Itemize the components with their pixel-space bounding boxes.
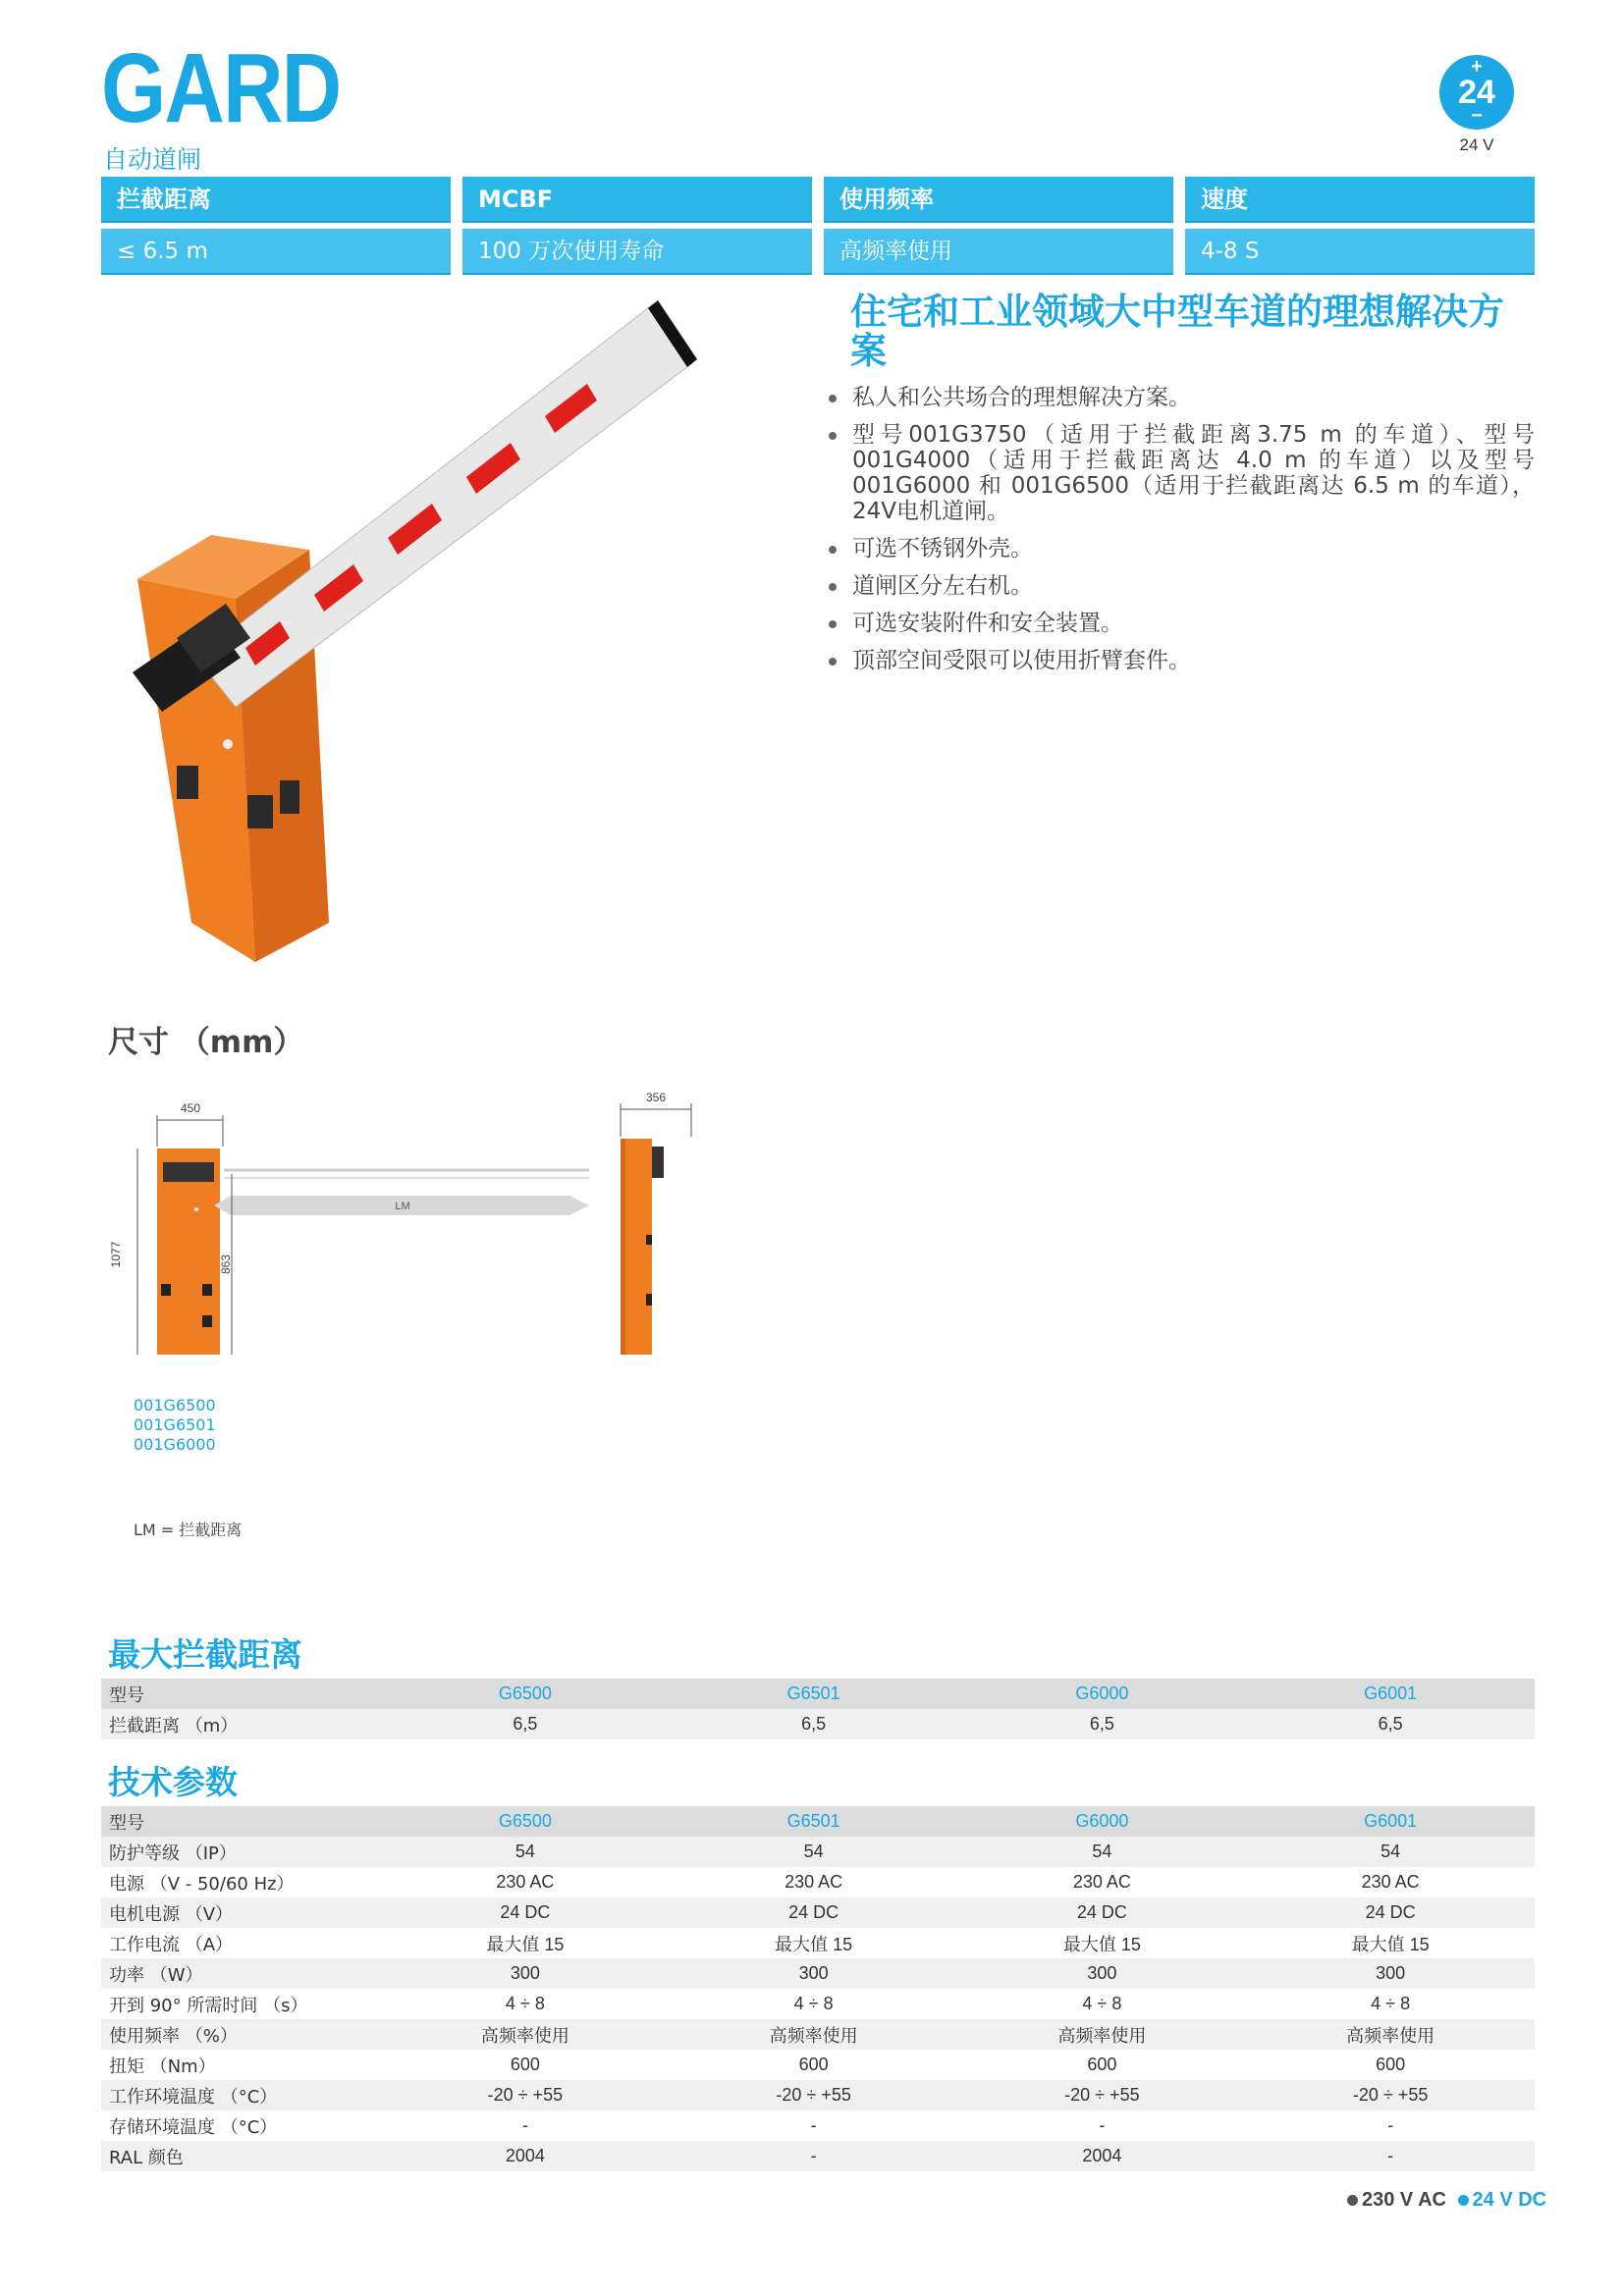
table-row: 工作环境温度 （°C） -20 ÷ +55 -20 ÷ +55 -20 ÷ +55 -20 ÷ +55: [101, 2080, 1535, 2110]
table-row: RAL 颜色 2004 - 2004 -: [101, 2141, 1535, 2171]
table-row: 存储环境温度 （°C） - - - -: [109, 2115, 1394, 2138]
product-subtitle: 自动道闸: [103, 145, 202, 174]
side-port: [646, 1235, 652, 1245]
table-row: 扭矩 （Nm） 600 600 600 600: [109, 2055, 1406, 2077]
cabinet-port: [280, 780, 299, 814]
badge-plus-icon: +: [1471, 56, 1483, 78]
dimensions-title: 尺寸 （mm）: [108, 1025, 304, 1060]
front-motor-housing: [163, 1162, 214, 1182]
model-code: 001G6501: [134, 1415, 216, 1434]
spec-label: 速度: [1185, 177, 1535, 223]
dimensions-drawing: [108, 1088, 717, 1372]
max-distance-title: 最大拦截距离: [108, 1635, 302, 1674]
table-header-row: 型号 G6500 G6501 G6000 G6001: [101, 1679, 1535, 1709]
feature-list: [823, 385, 1535, 685]
tech-params-table: [101, 1806, 1535, 2171]
spec-label: 使用频率: [824, 177, 1173, 223]
brand-title: GARD: [101, 33, 341, 143]
table-row: 拦截距离 （m） 6,5 6,5 6,5 6,5: [101, 1709, 1535, 1739]
list-item: 顶部空间受限可以使用折臂套件。: [823, 648, 1535, 673]
spec-value: 4-8 S: [1185, 229, 1535, 275]
ac-label: 230 V AC: [1362, 2189, 1446, 2211]
list-item: 可选不锈钢外壳。: [823, 536, 1535, 561]
product-headline: 住宅和工业领域大中型车道的理想解决方案: [850, 291, 1504, 372]
side-port: [646, 1294, 652, 1306]
front-port: [202, 1284, 212, 1296]
table-row: 开到 90° 所需时间 （s） 4 ÷ 8 4 ÷ 8 4 ÷ 8 4 ÷ 8: [109, 1994, 1411, 2016]
badge-minus-icon: −: [1471, 105, 1483, 127]
list-item: 道闸区分左右机。: [823, 573, 1535, 599]
model-list: [134, 1396, 216, 1455]
list-item: 型号001G3750（适用于拦截距离3.75 m 的车道）、型号001G4000（适用于拦截距离达 4.0 m 的车道）以及型号001G6000 和 001G6500（适用于拦截距离达 6.5 m 的车道），24V电机道闸。: [823, 422, 1535, 524]
spec-value: 高频率使用: [824, 229, 1173, 275]
barrier-gate-illustration: [118, 294, 707, 982]
model-code: 001G6500: [134, 1396, 216, 1415]
dc-dot-icon: [1458, 2195, 1469, 2206]
table-row: 使用频率 （%） 高频率使用 高频率使用 高频率使用 高频率使用: [101, 2019, 1535, 2050]
table-header-row: 型号 G6500 G6501 G6000 G6001: [101, 1806, 1535, 1837]
lm-note: LM = 拦截距离: [134, 1521, 243, 1539]
badge-label: 24 V: [1459, 135, 1494, 154]
side-width-dimension: 356: [645, 1091, 667, 1104]
dc-label: 24 V DC: [1472, 2189, 1547, 2211]
voltage-badge: [1439, 55, 1514, 130]
list-item: 私人和公共场合的理想解决方案。: [823, 385, 1535, 410]
badge-value: 24: [1458, 74, 1495, 111]
spec-value: 100 万次使用寿命: [462, 229, 812, 275]
front-port: [202, 1315, 212, 1327]
width-dimension: 450: [180, 1101, 201, 1115]
side-motor-housing: [652, 1147, 664, 1178]
lm-label: LM: [395, 1201, 410, 1212]
cabinet-port: [177, 766, 198, 799]
table-row: 防护等级 （IP） 54 54 54 54: [101, 1837, 1535, 1867]
table-row: 电机电源 （V） 24 DC 24 DC 24 DC 24 DC: [101, 1897, 1535, 1928]
lock-icon: [223, 739, 233, 749]
table-row: 工作电流 （A） 最大值 15 最大值 15 最大值 15 最大值 15: [109, 1934, 1430, 1955]
table-row: 功率 （W） 300 300 300 300: [101, 1958, 1535, 1989]
list-item: 可选安装附件和安全装置。: [823, 611, 1535, 636]
spec-label: MCBF: [462, 177, 812, 223]
table-row: 电源 （V - 50/60 Hz） 230 AC 230 AC 230 AC 230 AC: [109, 1872, 1420, 1895]
ac-dot-icon: [1347, 2195, 1358, 2206]
power-legend: [1347, 2189, 1546, 2212]
inner-height-dimension: 863: [219, 1254, 233, 1275]
height-dimension: 1077: [109, 1241, 123, 1268]
front-port: [161, 1284, 171, 1296]
front-lock-icon: [194, 1207, 198, 1211]
model-code: 001G6000: [134, 1435, 216, 1454]
spec-label: 拦截距离: [101, 177, 451, 223]
cabinet-port: [247, 795, 273, 828]
spec-value: ≤ 6.5 m: [101, 229, 451, 275]
spec-grid: [101, 177, 1535, 275]
max-distance-table: [101, 1679, 1535, 1739]
tech-params-title: 技术参数: [108, 1763, 238, 1801]
